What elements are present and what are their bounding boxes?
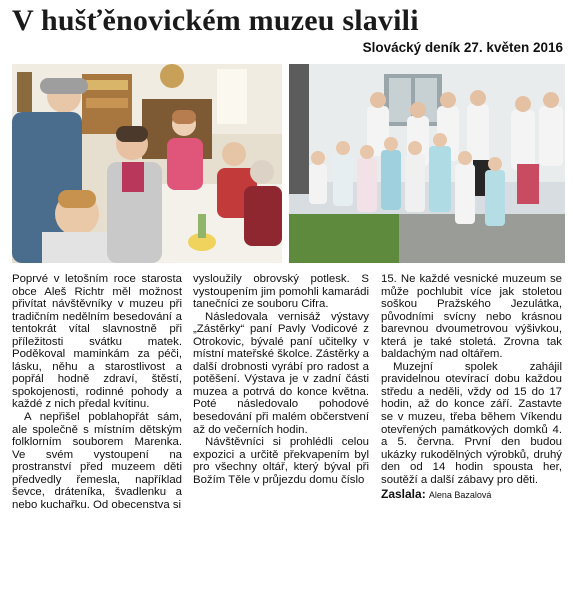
paragraph: vysloužily obrovský potlesk. S vystoupením jim pomohli kamarádi tanečníci ze souboru Cifra. xyxy=(193,273,369,311)
paragraph: 15. Ne každé vesnické muzeum se může pochlubit více jak stoletou soškou Pražského Jezulátka, původními svícny nebo krásnou barevnou dvoumetrovou výšivkou, která je také stoletá. Zrovna tak baldachým nad oltářem. xyxy=(381,273,562,361)
byline-label: Zaslala: xyxy=(381,487,426,502)
paragraph: Muzejní spolek zahájil pravidelnou otevírací dobu každou středu a neděli, vždy od 15 do 17 hodin, až do konce září. Zastavte se v muzeu, třeba během Víkendu otevřených památkových domků 4. a 5. června. První den budou ukázky rukodělných výrobků, druhý den od 14 hodin spousta her, soutěží a další zábavy pro děti. xyxy=(381,360,562,486)
photo-museum-interior xyxy=(12,64,282,263)
article-source-date: Slovácký deník 27. květen 2016 xyxy=(362,40,563,55)
paragraph: A nepřišel poblahopřát sám, ale společně s místním dětským folklorním souborem Marenka. Ve svém vystoupení na prostranství před muzeem děti předvedly řemesla, například ševce, dráteníka, švadlenku a nebo kuchařku. Od obecenstva si xyxy=(12,411,182,511)
byline-author: Alena Bazalová xyxy=(428,490,492,501)
article-headline: V hušťěnovickém muzeu slavili xyxy=(12,4,419,37)
byline xyxy=(381,488,562,502)
article-column-3 xyxy=(381,273,562,595)
paragraph: Poprvé v letošním roce starosta obce Aleš Richtr měl možnost přivítat návštěvníky v muzeu při tradičním nedělním besedování a tentokrát vítal slavnostně při příležitosti svátku matek. Poděkoval maminkám za péči, lásku, něhu a starostlivost a popřál hodně zdraví, štěstí, spokojenosti, rodinné pohody a každé z nich předal kvítinu. xyxy=(12,273,182,411)
paragraph: Návštěvníci si prohlédli celou expozici a určitě překvapením byl pro všechny oltář, který býval při Božím Těle v průjezdu domu číslo xyxy=(193,436,369,486)
paragraph: Následovala vernisáž výstavy „Zástěrky“ paní Pavly Vodicové z Otrokovic, bývalé paní učitelky v místní mateřské školce. Zástěrky a další drobnosti vyrábí pro radost a potěšení. Výstava je v zadní části muzea a potrvá do konce května. Poté následovalo pohodové besedování při malém občerstvení až do večerních hodin. xyxy=(193,310,369,436)
photo-children-folklore-ensemble xyxy=(289,64,565,263)
article-column-1 xyxy=(12,273,182,595)
article-column-2 xyxy=(193,273,369,595)
